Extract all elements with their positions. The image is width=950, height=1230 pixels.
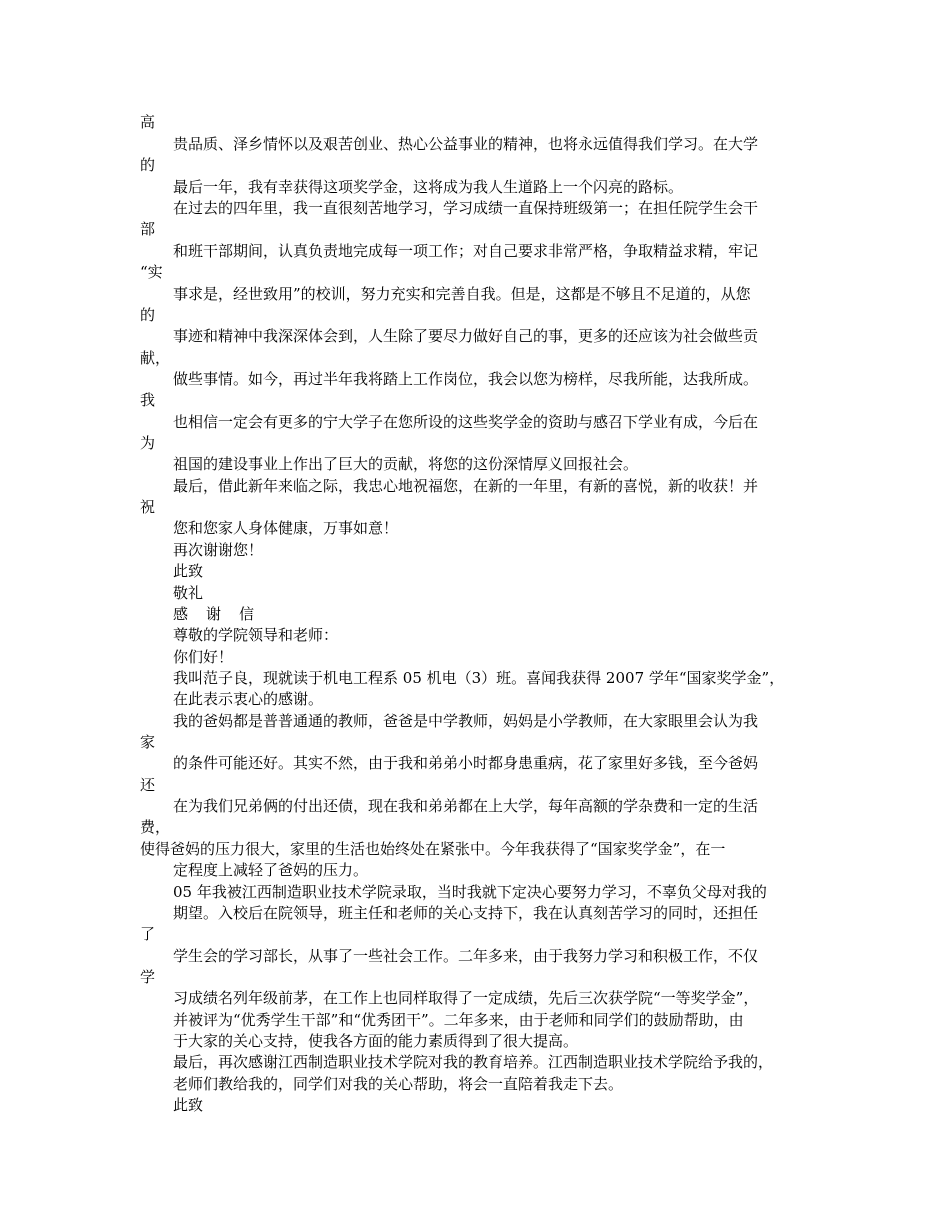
text-line: 事迹和精神中我深深体会到，人生除了要尽力做好自己的事，更多的还应该为社会做些贡 — [173, 327, 759, 345]
text-line: 在此表示衷心的感谢。 — [173, 690, 324, 708]
text-line: 尊敬的学院领导和老师： — [173, 626, 339, 644]
text-line: 此致 — [173, 1096, 204, 1114]
text-line: 最后一年，我有幸获得这项奖学金，这将成为我人生道路上一个闪亮的路标。 — [173, 178, 684, 196]
text-line: “实 — [140, 263, 163, 281]
text-line: 家 — [140, 733, 156, 751]
text-line: 贵品质、泽乡情怀以及艰苦创业、热心公益事业的精神，也将永远值得我们学习。在大学 — [173, 135, 759, 153]
text-line: 献， — [140, 349, 171, 367]
text-line: 事求是，经世致用”的校训，努力充实和完善自我。但是，这都是不够且不足道的，从您 — [173, 285, 751, 303]
text-line: 我叫范子良，现就读于机电工程系 05 机电（3）班。喜闻我获得 2007 学年“国家奖学金”， — [173, 669, 785, 687]
text-line: 的条件可能还好。其实不然，由于我和弟弟小时都身患重病，花了家里好多钱，至今爸妈 — [173, 754, 759, 772]
text-line: 我 — [140, 391, 156, 409]
text-line: 费， — [140, 818, 171, 836]
text-line: 定程度上减轻了爸妈的压力。 — [173, 861, 369, 879]
text-line: 使得爸妈的压力很大，家里的生活也始终处在紧张中。今年我获得了“国家奖学金”，在一 — [140, 840, 726, 858]
text-line: 的 — [140, 156, 156, 174]
text-line: 此致 — [173, 562, 204, 580]
text-line: 期望。入校后在院领导，班主任和老师的关心支持下，我在认真刻苦学习的同时，还担任 — [173, 904, 759, 922]
text-line: 在为我们兄弟俩的付出还债，现在我和弟弟都在上大学，每年高额的学杂费和一定的生活 — [173, 797, 759, 815]
text-line: 为 — [140, 434, 156, 452]
text-line: 于大家的关心支持，使我各方面的能力素质得到了很大提高。 — [173, 1032, 579, 1050]
text-line: 学 — [140, 968, 156, 986]
text-line: 祖国的建设事业上作出了巨大的贡献，将您的这份深情厚义回报社会。 — [173, 455, 639, 473]
text-line: 在过去的四年里，我一直很刻苦地学习，学习成绩一直保持班级第一；在担任院学生会干 — [173, 199, 759, 217]
text-line: 最后，再次感谢江西制造职业技术学院对我的教育培养。江西制造职业技术学院给予我的， — [173, 1053, 774, 1071]
text-line: 学生会的学习部长，从事了一些社会工作。二年多来，由于我努力学习和积极工作，不仅 — [173, 947, 759, 965]
text-line: 你们好！ — [173, 648, 234, 666]
text-line: 了 — [140, 925, 156, 943]
text-line: 敬礼 — [173, 584, 204, 602]
text-line: 您和您家人身体健康，万事如意！ — [173, 519, 399, 537]
text-line: 高 — [140, 113, 156, 131]
text-line: 并被评为“优秀学生干部”和“优秀团干”。二年多来，由于老师和同学们的鼓励帮助，由 — [173, 1011, 744, 1029]
text-line: 再次谢谢您！ — [173, 541, 264, 559]
text-line: 和班干部期间，认真负责地完成每一项工作；对自己要求非常严格，争取精益求精，牢记 — [173, 242, 759, 260]
text-line: 最后，借此新年来临之际，我忠心地祝福您，在新的一年里，有新的喜悦，新的收获！并 — [173, 477, 759, 495]
text-line: 祝 — [140, 498, 156, 516]
text-line: 的 — [140, 306, 156, 324]
letter-heading: 感谢信 — [173, 605, 273, 623]
text-line: 还 — [140, 776, 156, 794]
text-line: 部 — [140, 220, 156, 238]
text-line: 05 年我被江西制造职业技术学院录取，当时我就下定决心要努力学习，不辜负父母对我的 — [173, 883, 767, 901]
text-line: 我的爸妈都是普普通通的教师，爸爸是中学教师，妈妈是小学教师，在大家眼里会认为我 — [173, 712, 759, 730]
text-line: 习成绩名列年级前茅，在工作上也同样取得了一定成绩，先后三次获学院“一等奖学金”， — [173, 989, 759, 1007]
text-line: 也相信一定会有更多的宁大学子在您所设的这些奖学金的资助与感召下学业有成，今后在 — [173, 413, 759, 431]
text-line: 做些事情。如今，再过半年我将踏上工作岗位，我会以您为榜样，尽我所能，达我所成。 — [173, 370, 759, 388]
text-line: 老师们教给我的，同学们对我的关心帮助，将会一直陪着我走下去。 — [173, 1075, 624, 1093]
